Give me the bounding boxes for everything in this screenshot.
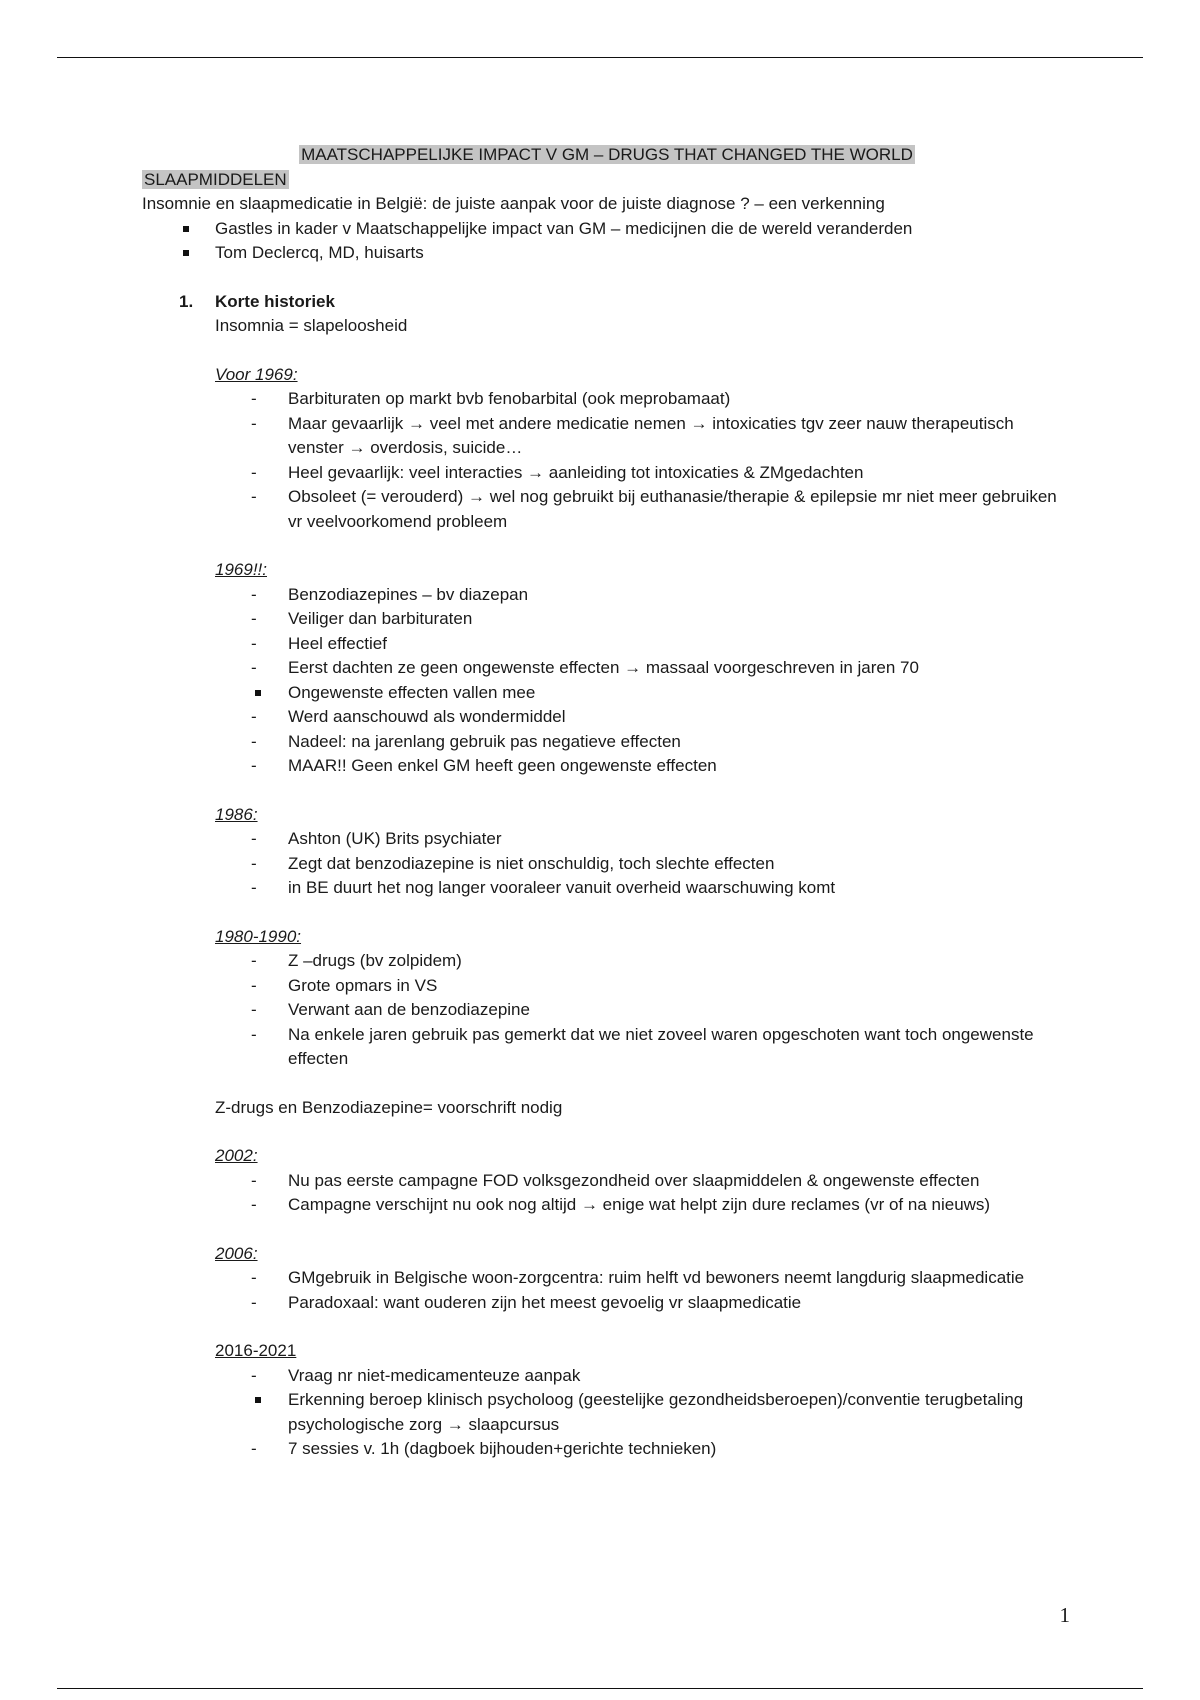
page-number: 1: [1059, 1603, 1070, 1627]
period-list: [215, 1266, 1072, 1315]
list-item: - Barbituraten op markt bvb fenobarbital (ook meprobamaat): [215, 387, 1072, 412]
list-item: - Nu pas eerste campagne FOD volksgezondheid over slaapmiddelen & ongewenste effecten: [215, 1169, 1072, 1194]
list-item: - in BE duurt het nog langer vooraleer vanuit overheid waarschuwing komt: [215, 876, 1072, 901]
period-heading: 2006:: [215, 1243, 258, 1263]
list-item: - Verwant aan de benzodiazepine: [215, 998, 1072, 1023]
list-item: - Obsoleet (= verouderd) → wel nog gebruikt bij euthanasie/therapie & epilepsie mr niet meer gebruiken vr veelvoorkomend probleem: [215, 485, 1072, 534]
period-heading: 2002:: [215, 1146, 258, 1165]
chapter-definition: Insomnia = slapeloosheid: [215, 316, 408, 335]
list-item: - Na enkele jaren gebruik pas gemerkt dat we niet zoveel waren opgeschoten want toch ongewenste effecten: [215, 1023, 1072, 1072]
period-heading: 1986:: [215, 804, 258, 824]
list-item: - 7 sessies v. 1h (dagboek bijhouden+gerichte technieken): [215, 1437, 1072, 1462]
chapter-number: 1.: [179, 291, 194, 311]
list-item: - Vraag nr niet-medicamenteuze aanpak: [215, 1364, 1072, 1389]
period-list: [215, 949, 1072, 1072]
period-list: [215, 387, 1072, 534]
period-heading: 1969!!:: [215, 560, 267, 579]
list-item: - Benzodiazepines – bv diazepan: [215, 583, 1072, 608]
list-item: - Nadeel: na jarenlang gebruik pas negatieve effecten: [215, 730, 1072, 755]
list-item: - Zegt dat benzodiazepine is niet onschuldig, toch slechte effecten: [215, 852, 1072, 877]
list-item: - Ashton (UK) Brits psychiater: [215, 827, 1072, 852]
period-list: [215, 1437, 1072, 1462]
list-item: - Eerst dachten ze geen ongewenste effecten → massaal voorgeschreven in jaren 70: [215, 656, 1072, 681]
section-heading: SLAAPMIDDELEN: [144, 169, 287, 189]
document-title: MAATSCHAPPELIJKE IMPACT V GM – DRUGS THAT CHANGED THE WORLD: [301, 145, 913, 164]
intro-bullet-list: [142, 217, 1072, 266]
period-heading: 2016-2021: [215, 1341, 297, 1360]
period-list: [215, 827, 1072, 901]
list-item: - Paradoxaal: want ouderen zijn het meest gevoelig vr slaapmedicatie: [215, 1291, 1072, 1316]
page-content: [142, 143, 1072, 1462]
list-item: Gastles in kader v Maatschappelijke impact van GM – medicijnen die de wereld veranderden: [142, 217, 1072, 242]
period-heading: Voor 1969:: [215, 364, 298, 384]
period-list: [215, 705, 1072, 779]
chapter-title: Korte historiek: [215, 291, 335, 311]
period-list: [215, 1169, 1072, 1218]
list-item: - Veiliger dan barbituraten: [215, 607, 1072, 632]
period-heading: 1980-1990:: [215, 926, 302, 946]
intro-line: Insomnie en slaapmedicatie in België: de juiste aanpak voor de juiste diagnose ? – een verkenning: [142, 194, 885, 213]
list-item: - Grote opmars in VS: [215, 974, 1072, 999]
list-item: - MAAR!! Geen enkel GM heeft geen ongewenste effecten: [215, 754, 1072, 779]
list-item: - Werd aanschouwd als wondermiddel: [215, 705, 1072, 730]
list-item: - Z –drugs (bv zolpidem): [215, 949, 1072, 974]
sub-list-item: Erkenning beroep klinisch psycholoog (geestelijke gezondheidsberoepen)/conventie terugbetaling psychologische zorg → slaapcursus: [142, 1388, 1072, 1437]
list-item: - Heel effectief: [215, 632, 1072, 657]
chapter-1: [142, 290, 1072, 1462]
footer-rule: [57, 1688, 1143, 1689]
sub-bullet-list: [215, 1388, 1072, 1437]
list-item: - Maar gevaarlijk → veel met andere medicatie nemen → intoxicaties tgv zeer nauw therapeutisch venster → overdosis, suicide…: [215, 412, 1072, 461]
period-list: [215, 583, 1072, 681]
period-list: [215, 1364, 1072, 1389]
header-rule: [57, 57, 1143, 58]
list-item: - Heel gevaarlijk: veel interacties → aanleiding tot intoxicaties & ZMgedachten: [215, 461, 1072, 486]
prescription-note: Z-drugs en Benzodiazepine= voorschrift nodig: [215, 1097, 563, 1117]
list-item: - GMgebruik in Belgische woon-zorgcentra: ruim helft vd bewoners neemt langdurig slaapmedicatie: [215, 1266, 1072, 1291]
list-item: Tom Declercq, MD, huisarts: [142, 241, 1072, 266]
sub-list-item: Ongewenste effecten vallen mee: [142, 681, 1072, 706]
list-item: - Campagne verschijnt nu ook nog altijd → enige wat helpt zijn dure reclames (vr of na nieuws): [215, 1193, 1072, 1218]
sub-bullet-list: [215, 681, 1072, 706]
